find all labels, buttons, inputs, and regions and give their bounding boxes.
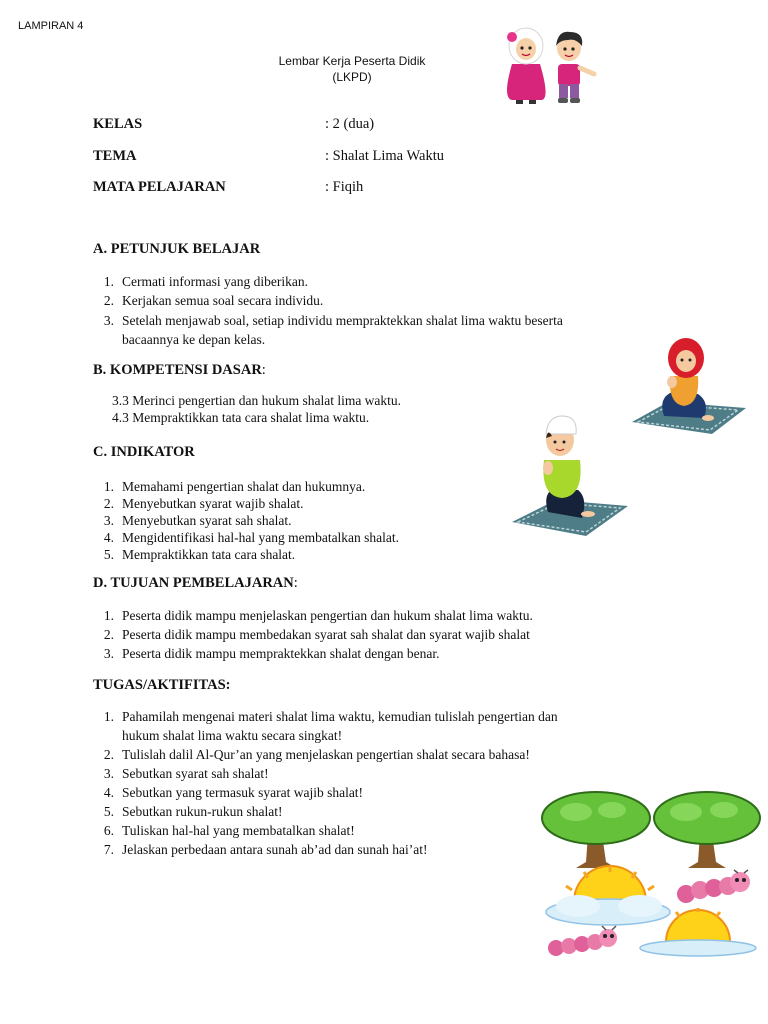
list-item: 2. Menyebutkan syarat wajib shalat. — [103, 496, 304, 511]
caterpillar-icon — [544, 926, 624, 958]
list-item: 2. Peserta didik mampu membedakan syarat sah shalat dan syarat wajib shalat — [103, 627, 530, 642]
title-line-2: (LKPD) — [332, 70, 372, 84]
info-label-mapel: MATA PELAJARAN — [93, 179, 226, 195]
caterpillar-icon — [674, 870, 754, 906]
list-item: 1. Pahamilah mengenai materi shalat lima waktu, kemudian tulislah pengertian dan hukum shalat lima waktu secara singkat! — [103, 709, 558, 743]
section-heading-tujuan: D. TUJUAN PEMBELAJARAN: — [93, 575, 298, 591]
section-heading-tugas: TUGAS/AKTIFITAS: — [93, 677, 231, 693]
section-heading-indikator: C. INDIKATOR — [93, 444, 195, 460]
list-item: 1. Cermati informasi yang diberikan. — [103, 274, 308, 289]
list-item: 3. Sebutkan syarat sah shalat! — [103, 766, 269, 781]
tree-icon — [540, 790, 652, 870]
list-item: 3. Setelah menjawab soal, setiap individu mempraktekkan shalat lima waktu beserta bacaannya ke depan kelas. — [103, 313, 563, 347]
document-title — [230, 53, 474, 85]
list-item: 4. Mengidentifikasi hal-hal yang membatalkan shalat. — [103, 530, 400, 545]
list-item: 4. Sebutkan yang termasuk syarat wajib shalat! — [103, 785, 364, 800]
list-item: 2. Kerjakan semua soal secara individu. — [103, 293, 324, 308]
praying-boy-icon — [508, 408, 630, 538]
children-icon — [498, 24, 602, 104]
praying-girl-icon — [628, 336, 748, 436]
info-value-mapel: : Fiqih — [325, 179, 364, 195]
tree-icon — [652, 790, 762, 870]
info-value-kelas: : 2 (dua) — [325, 116, 375, 132]
section-heading-petunjuk: A. PETUNJUK BELAJAR — [93, 241, 261, 257]
section-heading-kompetensi: B. KOMPETENSI DASAR: — [93, 362, 266, 378]
title-line-1: Lembar Kerja Peserta Didik — [278, 54, 426, 68]
info-value-tema: : Shalat Lima Waktu — [325, 148, 444, 164]
info-label-kelas: KELAS — [93, 116, 143, 132]
kompetensi-item: 3.3 Merinci pengertian dan hukum shalat lima waktu. — [112, 393, 402, 408]
list-item: 1. Memahami pengertian shalat dan hukumnya. — [103, 479, 366, 494]
list-item: 2. Tulislah dalil Al-Qur’an yang menjelaskan pengertian shalat secara bahasa! — [103, 747, 530, 762]
sun-cloud-icon — [636, 908, 758, 956]
lampiran-label: LAMPIRAN 4 — [18, 20, 84, 32]
info-label-tema: TEMA — [93, 148, 137, 164]
list-item: 3. Menyebutkan syarat sah shalat. — [103, 513, 292, 528]
list-item: 5. Mempraktikkan tata cara shalat. — [103, 547, 296, 562]
list-item: 3. Peserta didik mampu mempraktekkan shalat dengan benar. — [103, 646, 440, 661]
list-item: 1. Peserta didik mampu menjelaskan pengertian dan hukum shalat lima waktu. — [103, 608, 533, 623]
kompetensi-item: 4.3 Mempraktikkan tata cara shalat lima waktu. — [112, 410, 370, 425]
list-item: 5. Sebutkan rukun-rukun shalat! — [103, 804, 283, 819]
list-item: 7. Jelaskan perbedaan antara sunah ab’ad dan sunah hai’at! — [103, 842, 428, 857]
list-item: 6. Tuliskan hal-hal yang membatalkan shalat! — [103, 823, 355, 838]
